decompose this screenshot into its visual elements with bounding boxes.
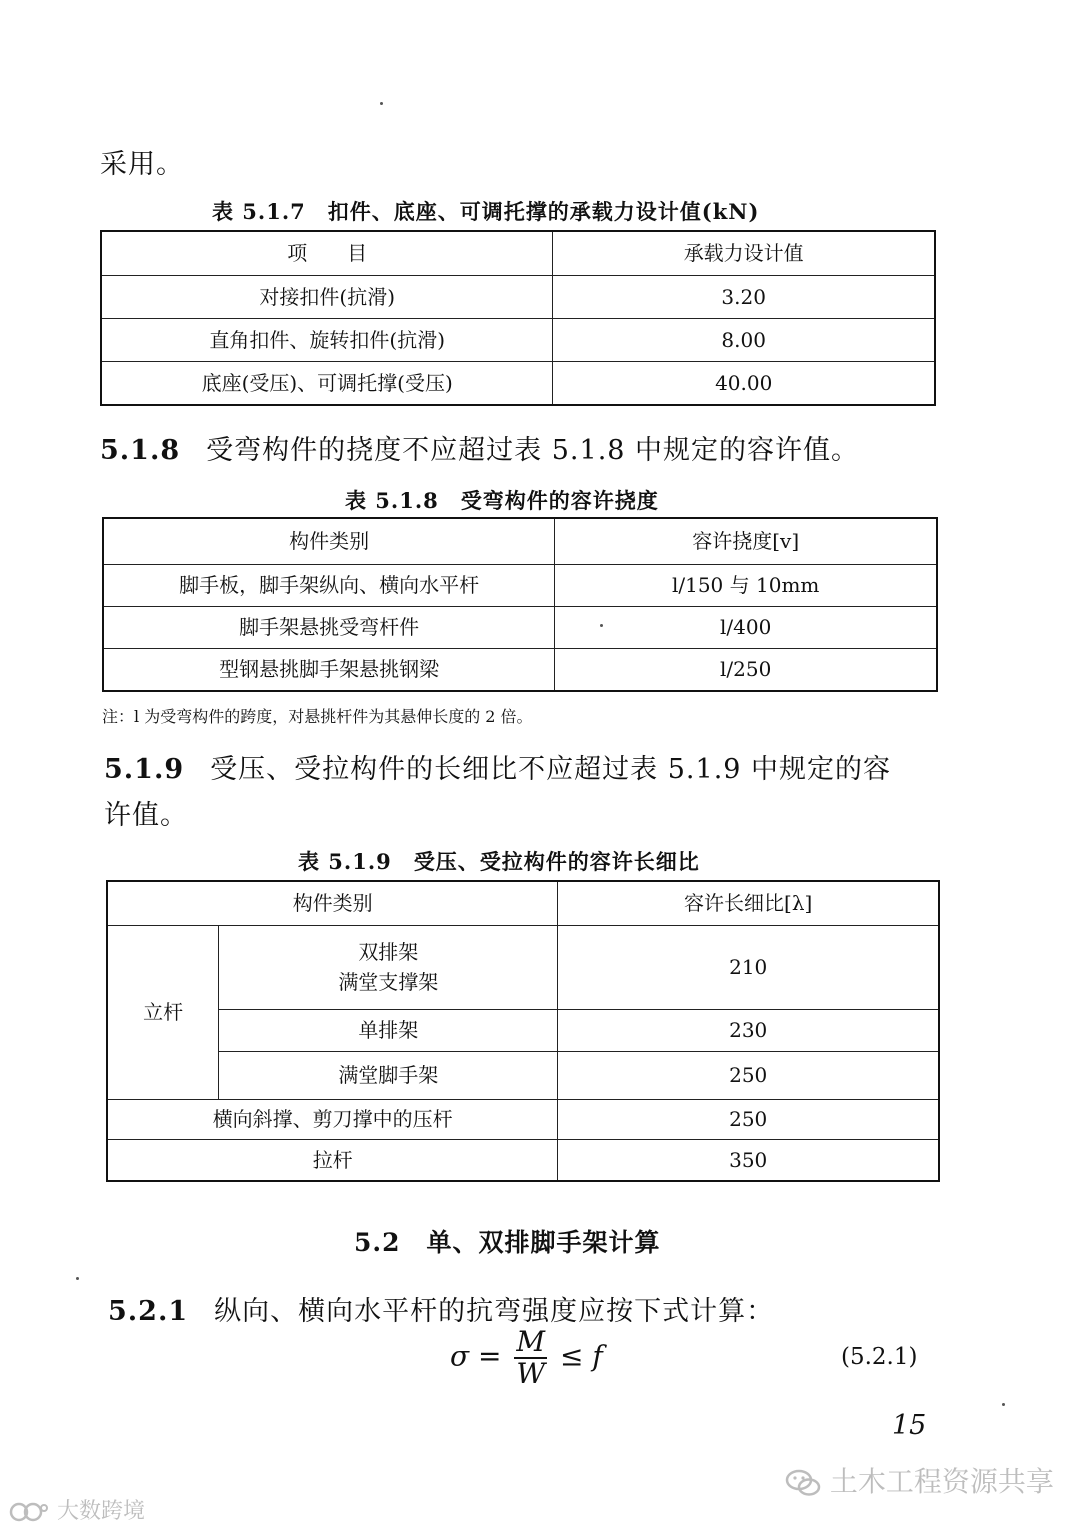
table-cell: 350	[558, 1139, 939, 1181]
table-cell: 对接扣件(抗滑)	[101, 275, 553, 318]
table-cell	[219, 925, 558, 1009]
table-518	[102, 517, 938, 692]
cell-line: 双排架	[358, 940, 419, 964]
table-518-title: 表 5.1.8 受弯构件的容许挠度	[345, 488, 659, 513]
table-header-cell: 容许长细比[λ]	[558, 881, 939, 925]
table-header-row	[103, 518, 937, 564]
table-cell: 250	[558, 1099, 939, 1139]
scan-speck	[1002, 1403, 1005, 1406]
table-519	[106, 880, 940, 1182]
table-row	[103, 564, 937, 606]
cell-line: 满堂支撑架	[338, 970, 439, 994]
table-row	[101, 275, 935, 318]
table-cell: 250	[558, 1051, 939, 1099]
fraction-numerator: M	[516, 1325, 546, 1358]
table-row	[107, 925, 939, 1009]
table-row	[103, 606, 937, 648]
table-cell: 直角扣件、旋转扣件(抗滑)	[101, 318, 553, 361]
clause-519	[104, 747, 891, 786]
table-header-cell: 构件类别	[103, 518, 555, 564]
table-cell: 8.00	[553, 318, 935, 361]
fraction-denominator: W	[516, 1357, 546, 1390]
table-cell: 3.20	[553, 275, 935, 318]
brand-logo-icon	[8, 1500, 50, 1524]
formula-rhs: ≤ f	[559, 1339, 603, 1373]
table-cell: 底座(受压)、可调托撑(受压)	[101, 361, 553, 405]
clause-521	[108, 1289, 774, 1328]
watermark-right-text: 土木工程资源共享	[829, 1465, 1054, 1498]
table-cell: 210	[558, 925, 939, 1009]
table-cell: 40.00	[553, 361, 935, 405]
clause-number: 5.1.9	[104, 754, 185, 785]
scan-speck	[76, 1277, 79, 1280]
table-header-row	[101, 231, 935, 275]
table-group-cell: 立杆	[107, 925, 219, 1099]
intro-text: 采用。	[100, 149, 184, 180]
wechat-icon	[785, 1468, 821, 1498]
table-cell: 脚手架悬挑受弯杆件	[103, 606, 555, 648]
table-517	[100, 230, 936, 406]
watermark-left	[8, 1494, 145, 1525]
table-row	[107, 1051, 939, 1099]
clause-518	[100, 428, 859, 467]
formula-lhs: σ =	[450, 1339, 502, 1373]
clause-number: 5.2.1	[108, 1296, 189, 1327]
clause-text: 纵向、横向水平杆的抗弯强度应按下式计算：	[214, 1296, 775, 1327]
watermark-right	[785, 1460, 1054, 1500]
table-row	[101, 361, 935, 405]
table-cell: 型钢悬挑脚手架悬挑钢梁	[103, 648, 555, 691]
table-cell: l/400	[555, 606, 937, 648]
table-row	[107, 1009, 939, 1051]
clause-text: 受弯构件的挠度不应超过表 5.1.8 中规定的容许值。	[206, 435, 860, 466]
table-row	[103, 648, 937, 691]
table-cell: 横向斜撑、剪刀撑中的压杆	[107, 1099, 558, 1139]
section-52-title: 5.2 单、双排脚手架计算	[354, 1228, 661, 1257]
clause-number: 5.1.8	[100, 435, 181, 466]
table-cell: 单排架	[219, 1009, 558, 1051]
watermark-left-text: 大数跨境	[57, 1499, 146, 1524]
table-row	[107, 1099, 939, 1139]
clause-text: 受压、受拉构件的长细比不应超过表 5.1.9 中规定的容	[210, 754, 892, 785]
table-cell: 230	[558, 1009, 939, 1051]
table-cell: l/150 与 10mm	[555, 564, 937, 606]
table-519-title: 表 5.1.9 受压、受拉构件的容许长细比	[298, 849, 700, 874]
scan-speck	[380, 102, 383, 105]
table-518-note: 注：l 为受弯构件的跨度，对悬挑杆件为其悬伸长度的 2 倍。	[102, 707, 533, 726]
formula-5-2-1	[450, 1327, 603, 1389]
table-header-cell: 项 目	[101, 231, 553, 275]
table-517-title: 表 5.1.7 扣件、底座、可调托撑的承载力设计值(kN)	[212, 199, 760, 224]
table-row	[101, 318, 935, 361]
table-row	[107, 1139, 939, 1181]
table-cell: l/250	[555, 648, 937, 691]
page-number: 15	[892, 1410, 927, 1441]
table-cell: 拉杆	[107, 1139, 558, 1181]
table-header-row	[107, 881, 939, 925]
table-cell: 脚手板，脚手架纵向、横向水平杆	[103, 564, 555, 606]
table-header-cell: 容许挠度[v]	[555, 518, 937, 564]
table-cell: 满堂脚手架	[219, 1051, 558, 1099]
table-header-cell: 承载力设计值	[553, 231, 935, 275]
equation-number: (5.2.1)	[841, 1344, 918, 1370]
table-header-cell: 构件类别	[107, 881, 558, 925]
fraction	[514, 1327, 547, 1389]
clause-519-continued: 许值。	[104, 800, 188, 831]
